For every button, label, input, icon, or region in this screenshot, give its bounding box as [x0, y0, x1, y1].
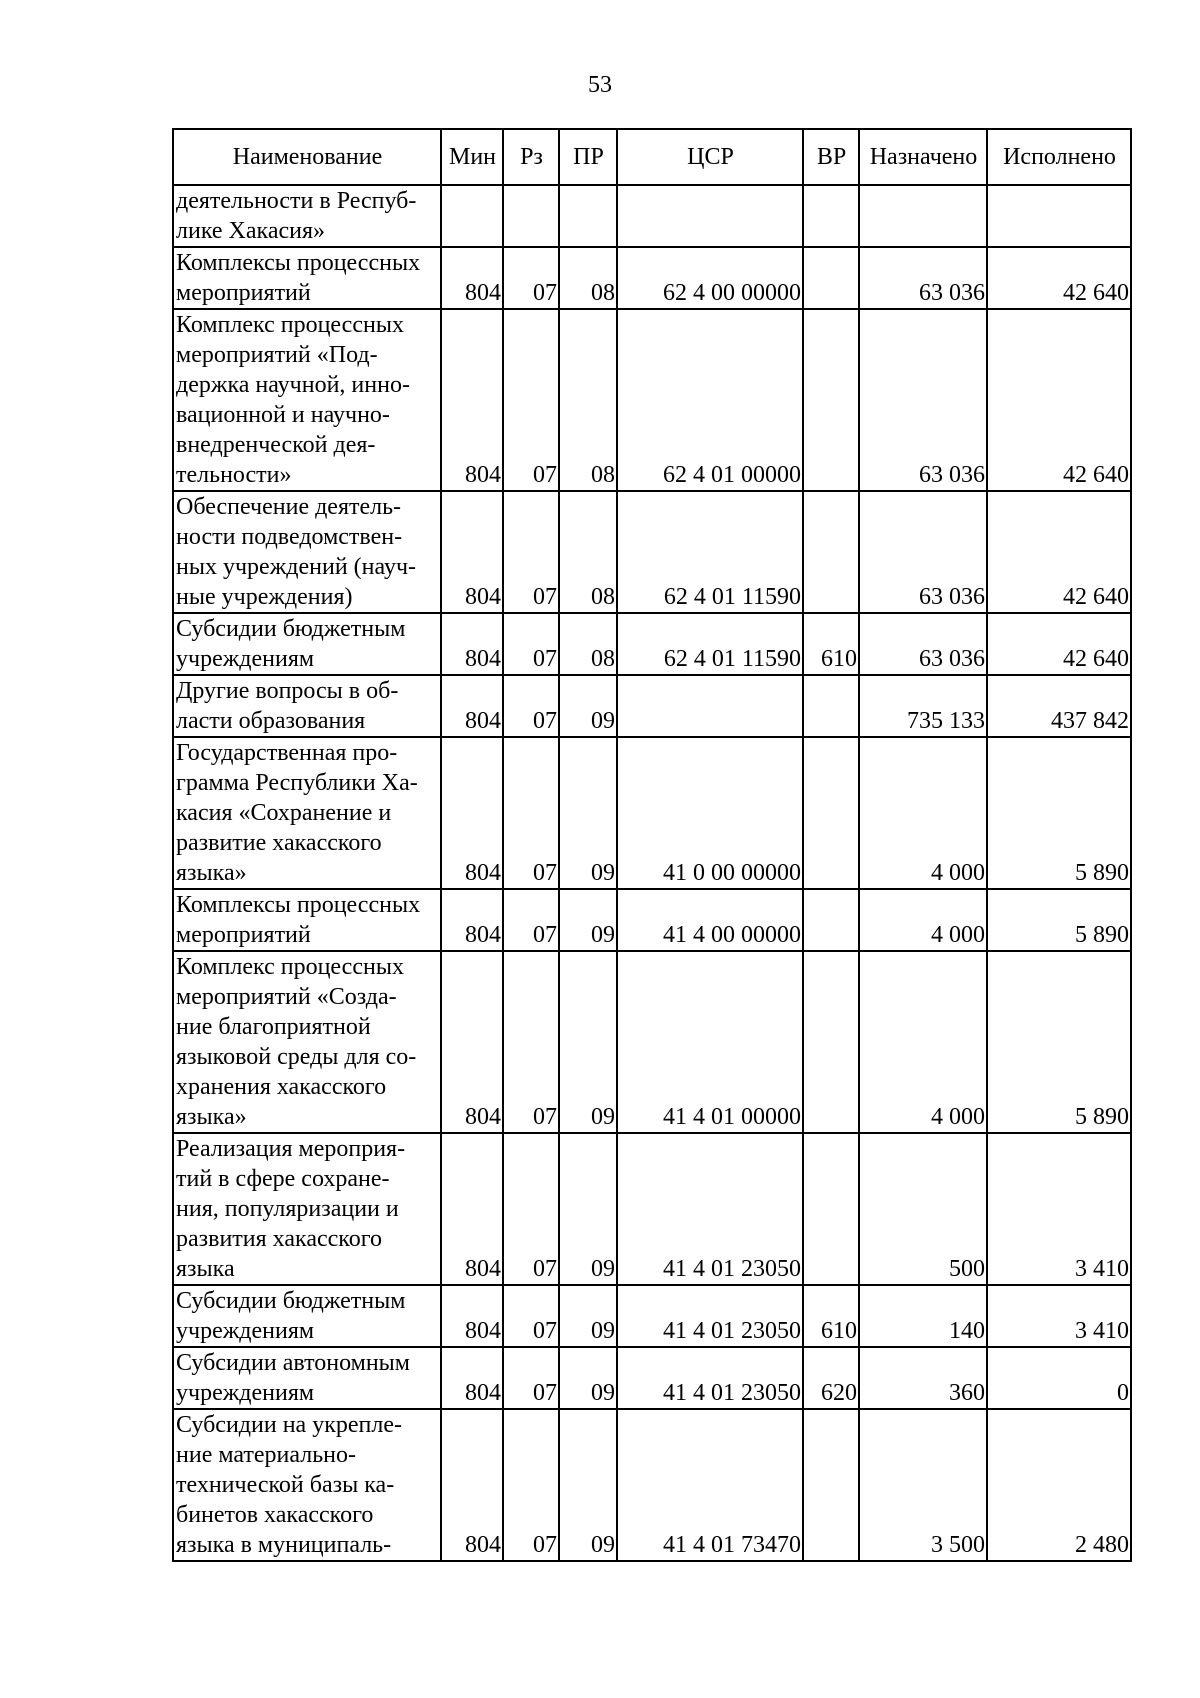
cell-rz: 07 — [503, 1409, 559, 1561]
cell-name-line: ласти образования — [176, 708, 366, 734]
cell-pr: 08 — [559, 309, 617, 491]
cell-pr: 09 — [559, 951, 617, 1133]
cell-rz: 07 — [503, 889, 559, 951]
cell-name-line: ных учреждений (науч- — [176, 554, 416, 580]
cell-name-line: мероприятий — [176, 280, 311, 306]
cell-min: 804 — [441, 889, 503, 951]
header-csr: ЦСР — [617, 129, 803, 185]
table-row — [173, 737, 1131, 889]
table-header-row — [173, 129, 1131, 185]
header-executed: Исполнено — [987, 129, 1131, 185]
cell-min: 804 — [441, 675, 503, 737]
cell-name-line: ние благоприятной — [176, 1014, 371, 1040]
cell-assigned — [859, 185, 987, 247]
table-row — [173, 613, 1131, 675]
cell-name-line: Обеспечение деятель- — [176, 494, 402, 520]
table-row — [173, 185, 1131, 247]
cell-vr — [803, 737, 859, 889]
cell-csr: 62 4 01 11590 — [617, 491, 803, 613]
cell-min: 804 — [441, 1347, 503, 1409]
cell-pr: 08 — [559, 247, 617, 309]
cell-pr: 08 — [559, 491, 617, 613]
cell-executed: 42 640 — [987, 491, 1131, 613]
cell-assigned: 500 — [859, 1133, 987, 1285]
cell-min: 804 — [441, 1285, 503, 1347]
cell-csr — [617, 675, 803, 737]
cell-name-line: развитие хакасского — [176, 830, 382, 856]
cell-name-line: Комплекс процессных — [176, 312, 404, 338]
cell-name-line: Субсидии бюджетным — [176, 616, 406, 642]
cell-name-line: учреждениям — [176, 646, 315, 672]
cell-name-line: лике Хакасия» — [176, 218, 326, 244]
cell-name-line: деятельности в Респуб- — [176, 188, 417, 214]
cell-vr: 620 — [803, 1347, 859, 1409]
cell-rz: 07 — [503, 675, 559, 737]
header-assigned: Назначено — [859, 129, 987, 185]
cell-executed: 437 842 — [987, 675, 1131, 737]
cell-name-line: ные учреждения) — [176, 584, 353, 610]
cell-name-line: Субсидии на укрепле- — [176, 1412, 402, 1438]
cell-min: 804 — [441, 491, 503, 613]
cell-pr: 09 — [559, 1133, 617, 1285]
cell-executed — [987, 185, 1131, 247]
cell-assigned: 4 000 — [859, 889, 987, 951]
cell-executed: 42 640 — [987, 613, 1131, 675]
cell-vr: 610 — [803, 613, 859, 675]
cell-min — [441, 185, 503, 247]
cell-name-line: Государственная про- — [176, 740, 398, 766]
cell-executed: 3 410 — [987, 1133, 1131, 1285]
cell-rz: 07 — [503, 951, 559, 1133]
cell-name — [173, 675, 441, 737]
cell-pr — [559, 185, 617, 247]
cell-executed: 5 890 — [987, 951, 1131, 1133]
cell-name-line: касия «Сохранение и — [176, 800, 392, 826]
cell-name-line: вационной и научно- — [176, 402, 390, 428]
cell-name — [173, 185, 441, 247]
cell-name — [173, 247, 441, 309]
cell-assigned: 140 — [859, 1285, 987, 1347]
cell-rz: 07 — [503, 309, 559, 491]
cell-csr: 41 4 01 23050 — [617, 1347, 803, 1409]
cell-executed: 42 640 — [987, 247, 1131, 309]
cell-rz: 07 — [503, 491, 559, 613]
cell-pr: 09 — [559, 737, 617, 889]
cell-executed: 3 410 — [987, 1285, 1131, 1347]
cell-name — [173, 737, 441, 889]
table-body — [173, 185, 1131, 1561]
cell-csr: 41 0 00 00000 — [617, 737, 803, 889]
cell-min: 804 — [441, 737, 503, 889]
cell-assigned: 3 500 — [859, 1409, 987, 1561]
cell-csr: 62 4 00 00000 — [617, 247, 803, 309]
cell-vr — [803, 491, 859, 613]
cell-name-line: языка — [176, 1256, 235, 1282]
cell-csr: 41 4 01 00000 — [617, 951, 803, 1133]
cell-vr — [803, 1133, 859, 1285]
cell-name — [173, 309, 441, 491]
cell-assigned: 63 036 — [859, 247, 987, 309]
cell-name-line: Комплексы процессных — [176, 892, 421, 918]
cell-name-line: бинетов хакасского — [176, 1502, 374, 1528]
table-row — [173, 1285, 1131, 1347]
cell-executed: 42 640 — [987, 309, 1131, 491]
cell-csr — [617, 185, 803, 247]
cell-min: 804 — [441, 1133, 503, 1285]
cell-csr: 41 4 01 23050 — [617, 1285, 803, 1347]
cell-csr: 41 4 01 73470 — [617, 1409, 803, 1561]
table-row — [173, 247, 1131, 309]
page-number: 53 — [588, 72, 612, 98]
cell-name-line: языка в муниципаль- — [176, 1532, 392, 1558]
cell-name — [173, 1409, 441, 1561]
cell-name-line: грамма Республики Ха- — [176, 770, 418, 796]
cell-name-line: тий в сфере сохране- — [176, 1166, 390, 1192]
cell-pr: 09 — [559, 1347, 617, 1409]
cell-csr: 41 4 00 00000 — [617, 889, 803, 951]
header-pr: ПР — [559, 129, 617, 185]
cell-name-line: мероприятий «Созда- — [176, 984, 397, 1010]
cell-assigned: 63 036 — [859, 309, 987, 491]
table-row — [173, 309, 1131, 491]
cell-name-line: внедренческой дея- — [176, 432, 376, 458]
cell-min: 804 — [441, 247, 503, 309]
cell-name — [173, 889, 441, 951]
header-name: Наименование — [173, 129, 441, 185]
cell-vr — [803, 951, 859, 1133]
cell-assigned: 4 000 — [859, 737, 987, 889]
cell-name-line: языка» — [176, 1104, 247, 1130]
cell-name-line: мероприятий «Под- — [176, 342, 378, 368]
cell-name — [173, 491, 441, 613]
cell-vr — [803, 309, 859, 491]
cell-assigned: 63 036 — [859, 613, 987, 675]
budget-table — [172, 128, 1132, 1562]
cell-vr — [803, 185, 859, 247]
cell-rz: 07 — [503, 613, 559, 675]
cell-min: 804 — [441, 1409, 503, 1561]
cell-rz: 07 — [503, 1285, 559, 1347]
cell-vr — [803, 1409, 859, 1561]
cell-csr: 62 4 01 00000 — [617, 309, 803, 491]
cell-name-line: учреждениям — [176, 1318, 315, 1344]
table-row — [173, 951, 1131, 1133]
cell-name-line: языка» — [176, 860, 247, 886]
cell-pr: 08 — [559, 613, 617, 675]
cell-rz: 07 — [503, 1347, 559, 1409]
cell-pr: 09 — [559, 889, 617, 951]
table-row — [173, 1409, 1131, 1561]
cell-rz: 07 — [503, 247, 559, 309]
cell-pr: 09 — [559, 1409, 617, 1561]
cell-name-line: тельности» — [176, 462, 292, 488]
cell-name — [173, 613, 441, 675]
cell-name-line: Субсидии автономным — [176, 1350, 410, 1376]
cell-pr: 09 — [559, 675, 617, 737]
cell-name-line: Реализация мероприя- — [176, 1136, 406, 1162]
cell-pr: 09 — [559, 1285, 617, 1347]
header-rz: Рз — [503, 129, 559, 185]
cell-csr: 41 4 01 23050 — [617, 1133, 803, 1285]
cell-vr — [803, 889, 859, 951]
cell-name-line: учреждениям — [176, 1380, 315, 1406]
header-min: Мин — [441, 129, 503, 185]
cell-name-line: Комплекс процессных — [176, 954, 404, 980]
cell-name — [173, 951, 441, 1133]
cell-csr: 62 4 01 11590 — [617, 613, 803, 675]
cell-executed: 5 890 — [987, 737, 1131, 889]
cell-assigned: 4 000 — [859, 951, 987, 1133]
cell-name-line: хранения хакасского — [176, 1074, 387, 1100]
cell-rz: 07 — [503, 1133, 559, 1285]
cell-assigned: 735 133 — [859, 675, 987, 737]
cell-name-line: ния, популяризации и — [176, 1196, 399, 1222]
table-row — [173, 889, 1131, 951]
cell-name-line: технической базы ка- — [176, 1472, 395, 1498]
cell-name-line: ние материально- — [176, 1442, 356, 1468]
cell-name-line: Комплексы процессных — [176, 250, 421, 276]
cell-name-line: мероприятий — [176, 922, 311, 948]
cell-vr — [803, 247, 859, 309]
table-row — [173, 491, 1131, 613]
cell-name-line: Другие вопросы в об- — [176, 678, 399, 704]
cell-rz — [503, 185, 559, 247]
cell-executed: 0 — [987, 1347, 1131, 1409]
cell-rz: 07 — [503, 737, 559, 889]
cell-name-line: держка научной, инно- — [176, 372, 410, 398]
header-vr: ВР — [803, 129, 859, 185]
cell-name-line: развития хакасского — [176, 1226, 382, 1252]
cell-name-line: ности подведомствен- — [176, 524, 403, 550]
cell-min: 804 — [441, 951, 503, 1133]
cell-assigned: 360 — [859, 1347, 987, 1409]
cell-name-line: языковой среды для со- — [176, 1044, 417, 1070]
cell-name — [173, 1285, 441, 1347]
cell-executed: 5 890 — [987, 889, 1131, 951]
cell-assigned: 63 036 — [859, 491, 987, 613]
cell-name-line: Субсидии бюджетным — [176, 1288, 406, 1314]
cell-vr: 610 — [803, 1285, 859, 1347]
cell-name — [173, 1347, 441, 1409]
cell-min: 804 — [441, 309, 503, 491]
cell-vr — [803, 675, 859, 737]
cell-min: 804 — [441, 613, 503, 675]
cell-name — [173, 1133, 441, 1285]
cell-executed: 2 480 — [987, 1409, 1131, 1561]
table-row — [173, 675, 1131, 737]
table-row — [173, 1133, 1131, 1285]
table-row — [173, 1347, 1131, 1409]
